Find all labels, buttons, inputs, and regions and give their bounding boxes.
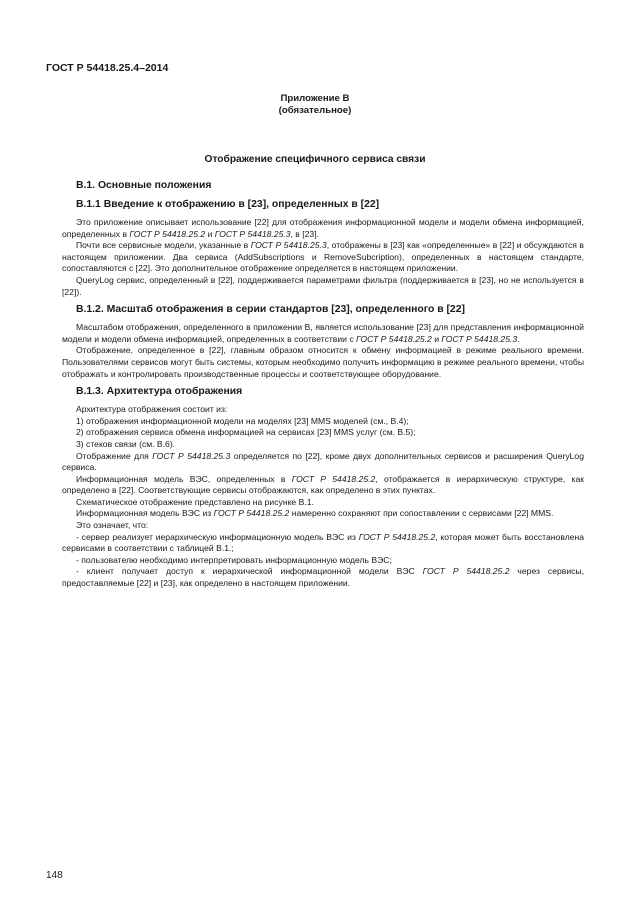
bullet-item: - сервер реализует иерархическую информационную модель ВЭС из ГОСТ Р 54418.25.2, которая может быть восстановлена сервисами в соответствии с таблицей В.1.; [62, 531, 585, 554]
paragraph: Информационная модель ВЭС, определенных в ГОСТ Р 54418.25.2, отображается в иерархическую структуре, как определено в [22]. Соответствующие сервисы отображаются, как определено в этих пунктах. [62, 473, 584, 496]
paragraph: Масштабом отображения, определенного в приложении В, является использование [23] для представления информационной модели и модели обмена информацией, определенных в соответствии с ГОСТ Р 54418.25.2 и ГОСТ Р 54418.25.3. [62, 322, 584, 344]
paragraph: Это означает, что: [76, 520, 149, 531]
paragraph: Отображение, определенное в [22], главным образом относится к обмену информацией в режиме реального времени. Пользователями сервисов могут быть системы, которым необходимо получить информацию в режиме реального времени, чтобы отображать и контролировать производственные процессы и соответствующее оборудование. [62, 345, 584, 379]
bullet-item: - пользователю необходимо интерпретировать информационную модель ВЭС; [76, 554, 392, 565]
paragraph: Это приложение описывает использование [22] для отображения информационной модели и модели обмена информацией, определенных в ГОСТ Р 54418.25.2 и ГОСТ Р 54418.25.3, в [23]. [62, 217, 584, 239]
section-heading-b12: В.1.2. Масштаб отображения в серии стандартов [23], определенного в [22] [76, 304, 465, 316]
annex-status: (обязательное) [278, 105, 352, 116]
paragraph: Архитектура отображения состоит из: [76, 404, 228, 415]
section-heading-b13: В.1.3. Архитектура отображения [76, 386, 243, 398]
bullet-item: - клиент получает доступ к иерархической информационной модели ВЭС ГОСТ Р 54418.25.2 через сервисы, предоставляемые [22] и [23], как определено в настоящем приложении. [62, 566, 584, 589]
list-item: 2) отображения сервиса обмена информацией на сервисах [23] MMS услуг (см. В.5); [76, 427, 416, 438]
document-body [62, 179, 584, 590]
page-number: 148 [46, 870, 63, 881]
annex-title: Отображение специфичного сервиса связи [204, 154, 426, 165]
paragraph: Отображение для ГОСТ Р 54418.25.3 определяется по [22], кроме двух дополнительных сервисов и расширения QueryLog сервиса. [62, 450, 584, 473]
annex-label: Приложение В [280, 93, 350, 104]
standard-designation: ГОСТ Р 54418.25.4–2014 [46, 62, 169, 74]
list-item: 3) стеков связи (см. В.6). [76, 438, 176, 449]
paragraph: Почти все сервисные модели, указанные в ГОСТ Р 54418.25.3, отображены в [23] как «определенные» в [22] и обсуждаются в настоящем приложении. Два сервиса (AddSubscriptions и RemoveSubcription), определенных в настоящем стандарте, сопоставляются с [22]. Это дополнительное отображение определяется в настоящем приложении. [62, 240, 584, 274]
paragraph: Информационная модель ВЭС из ГОСТ Р 54418.25.2 намеренно сохраняют при сопоставлении с сервисами [22] MMS. [76, 508, 554, 519]
section-heading-b1: В.1. Основные положения [76, 180, 212, 191]
paragraph: QueryLog сервис, определенный в [22], поддерживается параметрами фильтра (поддерживается в [23], но не используется в [22]). [62, 274, 584, 297]
section-heading-b11: В.1.1 Введение к отображению в [23], определенных в [22] [76, 199, 380, 210]
annex-header [0, 93, 630, 117]
paragraph: Схематическое отображение представлено на рисунке В.1. [76, 496, 314, 507]
list-item: 1) отображения информационной модели на моделях [23] MMS моделей (см., В.4); [76, 415, 409, 426]
